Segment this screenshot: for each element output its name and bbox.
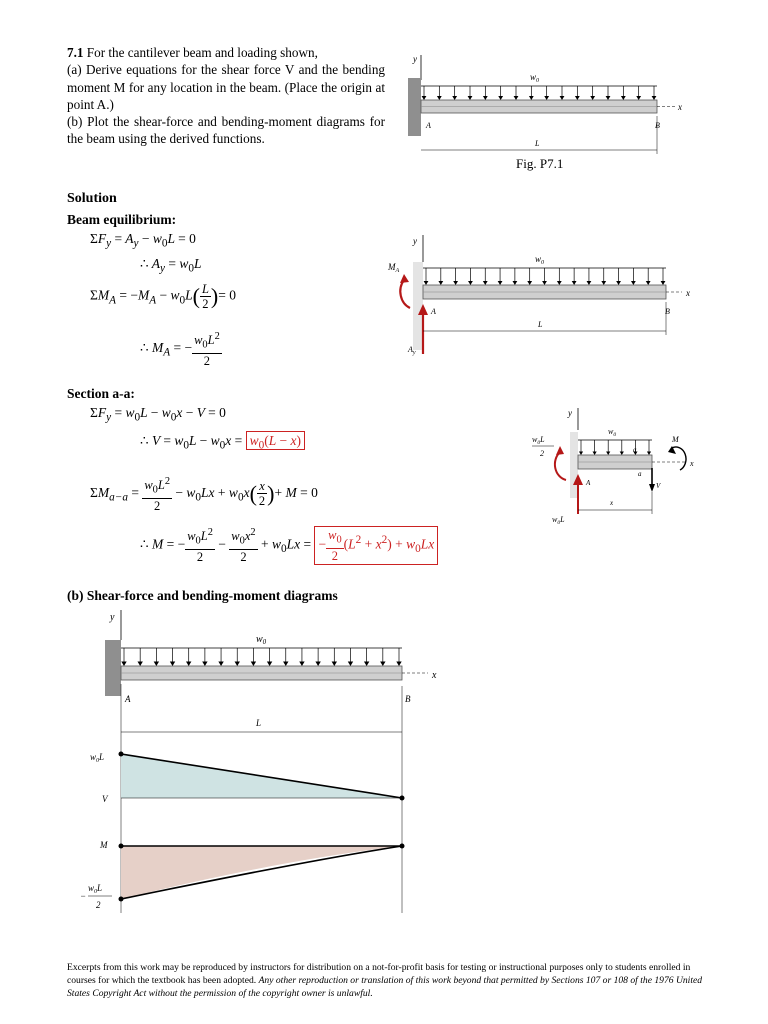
svg-text:x: x [686,288,690,298]
load-arrowhead [137,662,142,667]
load-arrowhead [620,452,624,456]
svg-text:L: L [538,320,543,329]
load-arrowhead [251,662,256,667]
load-arrowhead [587,281,592,285]
svg-text:V: V [656,482,661,490]
svg-text:A: A [431,307,436,316]
part-b-text: Plot the shear-force and bending-moment diagrams for the beam using the derived functions. [67,114,385,147]
load-arrowhead [424,281,429,285]
diagrams-title: (b) Shear-force and bending-moment diagrams [67,588,338,603]
equation-ay: ∴ $A_y = w_0L$ [140,256,202,275]
beam-equilibrium-title: Beam equilibrium: [67,212,177,227]
part-b-label: (b) [67,114,83,130]
part-a-text: Derive equations for the shear force V and the bending moment M for any location in the beam. (Place the origin at point A.) [67,62,386,112]
svg-text:w0: $w_0$ [535,254,545,266]
load-arrowhead [646,281,651,285]
load-arrowhead [636,96,641,100]
diagram-wall [105,640,121,696]
part-a-label: (a) [67,62,82,78]
load-arrowhead [218,662,223,667]
svg-text:M: M [672,435,679,444]
section-reaction-moment-arrow [555,452,566,480]
equation-shear: ∴ $V = w_0L - w_0x = w_0(L - x)$ [140,433,305,452]
load-arrowhead [647,452,651,456]
load-arrowhead [616,281,621,285]
moment-ma-label: $M_A$ [388,262,400,274]
shear-moment-diagrams [80,608,460,918]
x-axis-label: x [678,102,682,112]
load-arrowhead [579,452,583,456]
load-arrowhead [452,96,457,100]
solution-heading: Solution [67,191,117,206]
load-arrowhead [512,281,517,285]
wall-support [408,78,421,136]
reaction-ay-label: $A_y$ [408,345,416,356]
svg-text:2: 2 [96,900,101,910]
load-arrowhead [514,96,519,100]
load-arrowhead [299,662,304,667]
svg-text:y: y [110,612,115,623]
load-arrowhead [542,281,547,285]
load-arrowhead [661,281,666,285]
footer-italic: Any other reproduction or translation of this work beyond that permitted by Sections 107 or 108 of the 1976 United States Copyright Act without the permission of the copyright owner is unlawful. [67,975,703,999]
load-arrowhead [267,662,272,667]
equation-ma: ∴ $M_A$ = − $\frac{w_0L^2}{2}$ [140,331,220,368]
problem-intro: For the cantilever beam and loading shown, [86,45,318,60]
problem-number: 7.1 [67,45,84,60]
load-arrowhead [560,96,565,100]
load-arrowhead [544,96,549,100]
shear-result-box: $w_0(L - x)$ [246,431,305,450]
load-arrowhead [601,281,606,285]
load-arrowhead [380,662,385,667]
load-arrowhead [348,662,353,667]
point-a-label: A [426,121,431,130]
point-b-label: B [655,121,660,130]
load-arrowhead [483,281,488,285]
load-arrowhead [121,662,126,667]
svg-text:a: a [633,446,637,454]
load-arrowhead [593,452,597,456]
svg-text:a: a [638,470,642,478]
svg-text:y: y [413,236,417,246]
load-arrowhead [283,662,288,667]
copyright-footer [67,961,707,1000]
moment-min-label: $w_0L$ [88,883,103,895]
svg-text:A: A [586,479,591,487]
moment-axis-label: M [100,840,108,850]
svg-text:w0: $w_0$ [256,634,267,646]
shear-axis-label: V [102,794,108,804]
load-arrowhead [572,281,577,285]
load-arrowhead [606,452,610,456]
section-reaction-label: $w_0L$ [552,515,565,526]
load-arrowhead [498,96,503,100]
load-arrowhead [468,96,473,100]
load-arrowhead [154,662,159,667]
svg-text:B: B [405,694,411,704]
equation-moment: ∴ M = − $\frac{w_0L^2}{2}$ − $\frac{w_0x^2}{2}$ + $w_0Lx$ = − $\frac{w_0}{2}$ $(L^2 + x^2) + w_0Lx$ [140,526,438,565]
length-label: L [535,139,540,148]
load-arrowhead [575,96,580,100]
load-arrowhead [590,96,595,100]
section-title: Section a-a: [67,386,135,401]
load-arrowhead [332,662,337,667]
load-arrowhead [527,281,532,285]
load-arrowhead [483,96,488,100]
load-arrowhead [235,662,240,667]
load-arrowhead [202,662,207,667]
footer-plain: Excerpts from this work may be reproduced by instructors for distribution on a not-for-profit basis for testing or instructional purposes only to students enrolled in courses for which the textbook has been adopted. [67,962,691,986]
svg-text:2: 2 [540,449,544,458]
load-arrowhead [468,281,473,285]
load-arrowhead [498,281,503,285]
load-arrowhead [453,281,458,285]
equation-section-fy: $\Sigma F_y = w_0L - w_0x - V = 0$ [90,405,226,424]
load-arrowhead [364,662,369,667]
svg-text:w0: $w_0$ [608,427,617,438]
svg-text:−: − [80,891,87,901]
load-label: $w_0$ [530,72,540,84]
problem-statement [67,44,385,148]
svg-text:x: x [432,670,437,681]
load-arrowhead [437,96,442,100]
svg-text:y: y [568,408,572,418]
equation-section-moment: $\Sigma M_{a-a}$ = $\frac{w_0L^2}{2}$ − $w_0Lx + w_0x$( $\frac{x}{2}$ )+ M = 0 [90,476,318,513]
svg-text:B: B [665,307,670,316]
y-axis-label: y [413,54,417,64]
load-arrowhead [631,281,636,285]
figure-caption: Fig. P7.1 [516,156,564,171]
svg-text:x: x [690,459,694,468]
load-arrowhead [438,281,443,285]
load-arrowhead [396,662,401,667]
beam-free-body-diagram [380,230,710,365]
svg-text:x: x [610,499,614,507]
load-arrowhead [606,96,611,100]
svg-text:L: L [256,718,262,728]
load-arrowhead [621,96,626,100]
reaction-moment-arrow [400,280,410,308]
shear-max-label: $w_0L$ [90,752,105,764]
load-arrowhead [186,662,191,667]
moment-result-box: − $\frac{w_0}{2}$ $(L^2 + x^2) + w_0Lx$ [314,526,438,565]
load-arrowhead [170,662,175,667]
equation-sum-ma: $\Sigma M_A = -M_A - w_0L$( $\frac{L}{2}$ )= 0 [90,282,236,311]
load-arrowhead [652,96,657,100]
load-arrowhead [315,662,320,667]
load-arrowhead [422,96,427,100]
svg-text:A: A [125,694,131,704]
load-arrowhead [529,96,534,100]
section-free-body-diagram [530,402,710,527]
section-moment-ma-label: $w_0L$ [532,435,545,446]
load-arrowhead [557,281,562,285]
equation-sum-fy: $\Sigma F_y = A_y - w_0L = 0$ [90,231,196,250]
